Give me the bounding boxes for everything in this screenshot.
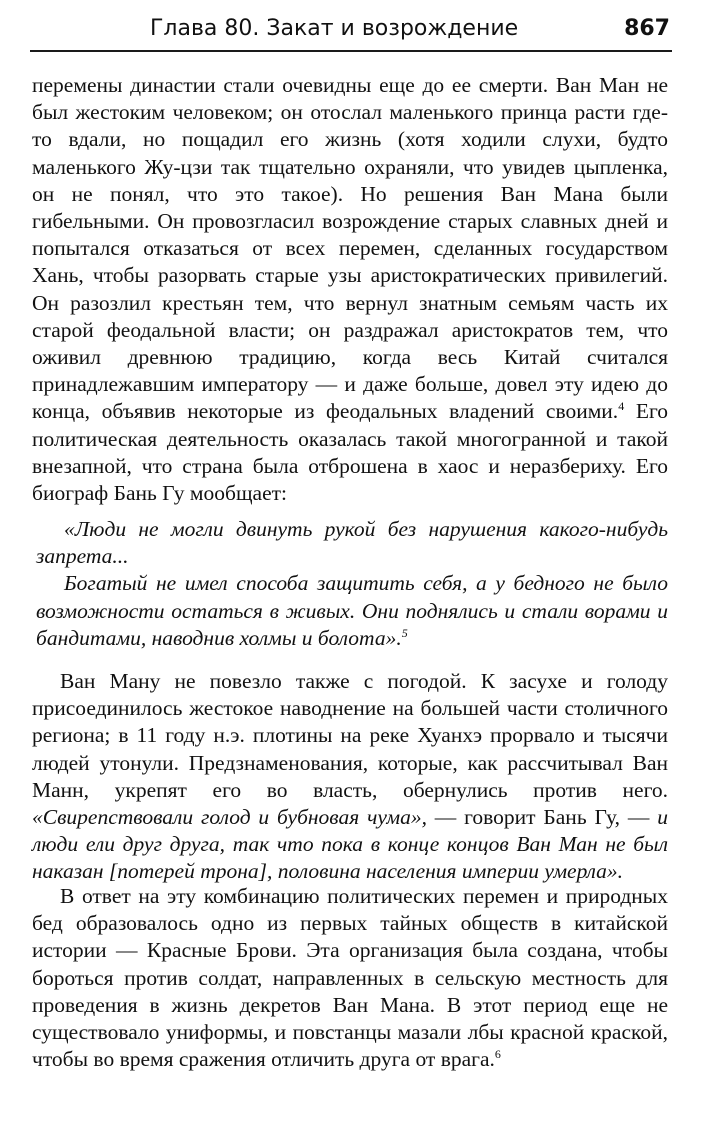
footnote-marker-5: 5 <box>401 625 408 640</box>
footnote-marker-4: 4 <box>618 399 625 414</box>
page-number: 867 <box>624 16 670 41</box>
page-header <box>30 10 672 52</box>
paragraph-2-quote-b: и люди ели друг друга, так что пока в конце концов Ван Ман не был наказан [потерей трона], половина населения империи умерла». <box>32 805 668 884</box>
paragraph-3-text: В ответ на эту комбинацию политических перемен и природных бед образовалось одно из первых тайных обществ в китайской истории — Красные Брови. Эта организация была создана, чтобы бороться против солдат, направленных в сельскую местность для проведения в жизнь декретов Ван Мана. В этот период еще не существовало униформы, и повстанцы мазали лбы красной краской, чтобы во время сражения отличить друга от врага. <box>32 884 668 1072</box>
block-quote <box>36 516 668 652</box>
paragraph-2-quote-a: «Свирепствовали голод и бубновая чума», <box>32 805 427 830</box>
quote-line-2: Богатый не имел способа защитить себя, а у бедного не было возможности остаться в живых. Они поднялись и стали ворами и бандитами, наводнив холмы и болота». <box>36 571 668 650</box>
paragraph-1 <box>32 72 668 507</box>
chapter-title: Глава 80. Закат и возрождение <box>150 16 519 41</box>
paragraph-2-text: Ван Ману не повезло также с погодой. К засухе и голоду присоединилось жестокое наводнение на большей части столичного региона; в 11 году н.э. плотины на реке Хуанхэ прорвало и тысячи людей утонули. Предзнаменования, которые, как рассчитывал Ван Манн, укрепят его во власть, обернулись против него. <box>32 669 668 802</box>
paragraph-3 <box>32 883 668 1073</box>
paragraph-2 <box>32 668 668 886</box>
paragraph-2-middle: — говорит Бань Гу, — <box>426 805 658 830</box>
quote-line-1: «Люди не могли двинуть рукой без нарушения какого-нибудь запрета... <box>36 517 668 569</box>
footnote-marker-6: 6 <box>494 1047 501 1062</box>
paragraph-1-text-after: Его политическая деятельность оказалась такой многогранной и такой внезапной, что страна была отброшена в хаос и неразбериху. Его биограф Бань Гу мообщает: <box>32 399 668 506</box>
paragraph-1-text: перемены династии стали очевидны еще до ее смерти. Ван Ман не был жестоким человеком; он отослал маленького принца расти где-то вдали, но пощадил его жизнь (хотя ходили слухи, будто маленького Жу-цзи так тщательно охраняли, что увидев цыпленка, он не понял, что это такое). Но решения Ван Мана были гибельными. Он провозгласил возрождение старых славных дней и попытался отказаться от всех перемен, сделанных государством Хань, чтобы разорвать старые узы аристократических привилегий. Он разозлил крестьян тем, что вернул знатным семьям часть их старой феодальной власти; он раздражал аристократов тем, что оживил древнюю традицию, когда весь Китай считался принадлежавшим императору — и даже больше, довел эту идею до конца, объявив некоторые из феодальных владений своими. <box>32 73 668 424</box>
